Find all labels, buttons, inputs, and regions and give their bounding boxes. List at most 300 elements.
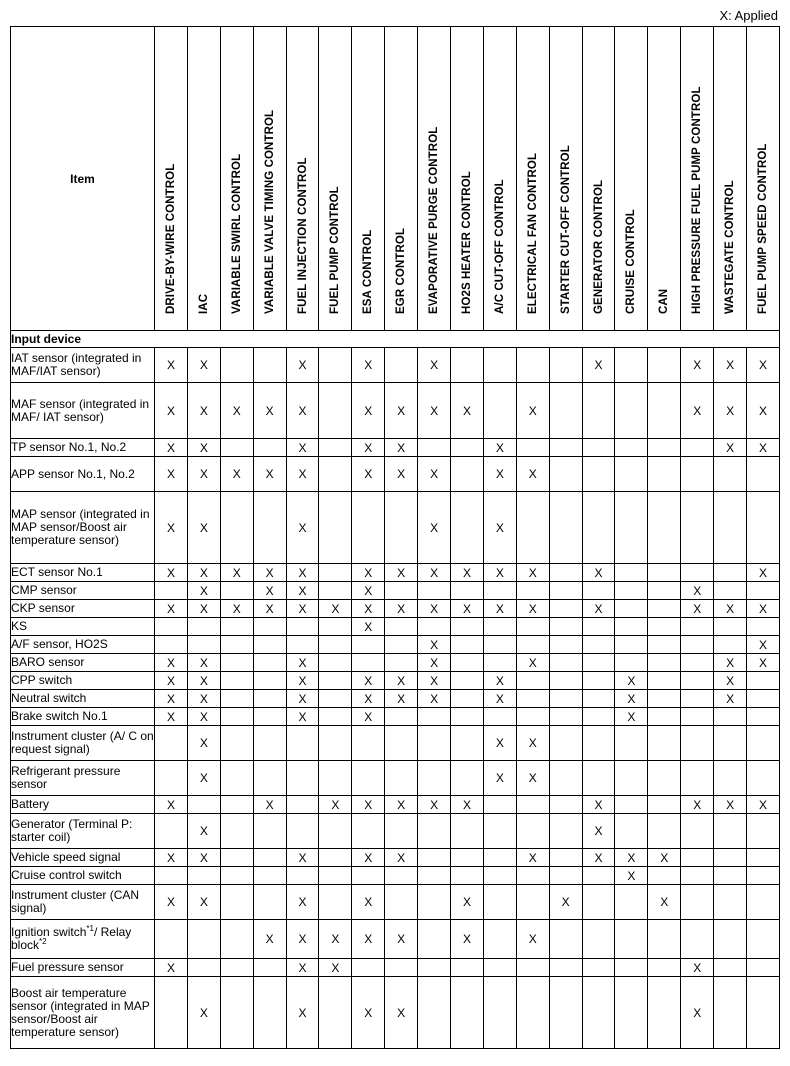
table-row xyxy=(11,690,780,708)
row-label: CMP sensor xyxy=(11,582,155,600)
applied-mark: X xyxy=(155,690,188,708)
table-row xyxy=(11,920,780,959)
empty-cell xyxy=(615,383,648,439)
empty-cell xyxy=(582,977,615,1049)
applied-mark: X xyxy=(648,885,681,920)
applied-mark: X xyxy=(352,885,385,920)
column-header xyxy=(385,27,418,331)
empty-cell xyxy=(648,564,681,582)
empty-cell xyxy=(648,726,681,761)
empty-cell xyxy=(582,885,615,920)
empty-cell xyxy=(483,796,516,814)
table-row xyxy=(11,814,780,849)
column-header xyxy=(418,27,451,331)
empty-cell xyxy=(220,654,253,672)
applied-mark: X xyxy=(418,636,451,654)
empty-cell xyxy=(681,867,714,885)
empty-cell xyxy=(319,761,352,796)
empty-cell xyxy=(582,654,615,672)
empty-cell xyxy=(747,849,780,867)
applied-mark: X xyxy=(286,672,319,690)
empty-cell xyxy=(549,849,582,867)
empty-cell xyxy=(451,492,484,564)
empty-cell xyxy=(648,457,681,492)
empty-cell xyxy=(582,959,615,977)
table-row xyxy=(11,348,780,383)
applied-mark: X xyxy=(352,582,385,600)
empty-cell xyxy=(451,348,484,383)
column-header xyxy=(549,27,582,331)
column-header-label: FUEL INJECTION CONTROL xyxy=(296,157,309,314)
empty-cell xyxy=(615,457,648,492)
applied-mark: X xyxy=(451,920,484,959)
applied-mark: X xyxy=(418,457,451,492)
empty-cell xyxy=(549,439,582,457)
empty-cell xyxy=(648,761,681,796)
table-row xyxy=(11,600,780,618)
row-label: Instrument cluster (CAN signal) xyxy=(11,885,155,920)
empty-cell xyxy=(385,867,418,885)
empty-cell xyxy=(615,564,648,582)
column-header xyxy=(483,27,516,331)
table-row xyxy=(11,636,780,654)
empty-cell xyxy=(253,654,286,672)
empty-cell xyxy=(155,920,188,959)
applied-mark: X xyxy=(747,796,780,814)
applied-mark: X xyxy=(352,564,385,582)
row-label: ECT sensor No.1 xyxy=(11,564,155,582)
empty-cell xyxy=(418,885,451,920)
applied-mark: X xyxy=(483,672,516,690)
empty-cell xyxy=(714,636,747,654)
empty-cell xyxy=(681,920,714,959)
empty-cell xyxy=(418,761,451,796)
empty-cell xyxy=(220,761,253,796)
table-row xyxy=(11,761,780,796)
row-label: Refrigerant pressure sensor xyxy=(11,761,155,796)
empty-cell xyxy=(747,690,780,708)
table-row xyxy=(11,383,780,439)
applied-mark: X xyxy=(451,383,484,439)
empty-cell xyxy=(549,492,582,564)
empty-cell xyxy=(220,849,253,867)
applied-mark: X xyxy=(516,761,549,796)
applied-mark: X xyxy=(516,383,549,439)
empty-cell xyxy=(615,796,648,814)
row-label: Brake switch No.1 xyxy=(11,708,155,726)
applied-mark: X xyxy=(516,849,549,867)
empty-cell xyxy=(681,672,714,690)
column-header xyxy=(286,27,319,331)
applied-mark: X xyxy=(352,920,385,959)
column-header-label: VARIABLE SWIRL CONTROL xyxy=(230,153,243,314)
empty-cell xyxy=(483,920,516,959)
column-header-label: DRIVE-BY-WIRE CONTROL xyxy=(164,163,177,314)
empty-cell xyxy=(418,867,451,885)
applied-mark: X xyxy=(714,672,747,690)
empty-cell xyxy=(319,582,352,600)
empty-cell xyxy=(549,348,582,383)
empty-cell xyxy=(549,977,582,1049)
empty-cell xyxy=(286,814,319,849)
empty-cell xyxy=(582,457,615,492)
empty-cell xyxy=(483,959,516,977)
applied-mark: X xyxy=(516,600,549,618)
applied-mark: X xyxy=(187,582,220,600)
empty-cell xyxy=(451,690,484,708)
applied-mark: X xyxy=(582,796,615,814)
applied-mark: X xyxy=(385,977,418,1049)
empty-cell xyxy=(220,618,253,636)
empty-cell xyxy=(516,867,549,885)
applied-mark: X xyxy=(483,492,516,564)
empty-cell xyxy=(319,383,352,439)
empty-cell xyxy=(516,885,549,920)
empty-cell xyxy=(319,672,352,690)
empty-cell xyxy=(549,867,582,885)
empty-cell xyxy=(385,348,418,383)
legend-applied: X: Applied xyxy=(719,8,778,23)
applied-mark: X xyxy=(418,564,451,582)
applied-mark: X xyxy=(483,564,516,582)
applied-mark: X xyxy=(418,492,451,564)
empty-cell xyxy=(615,492,648,564)
applied-mark: X xyxy=(352,600,385,618)
empty-cell xyxy=(681,690,714,708)
empty-cell xyxy=(319,348,352,383)
empty-cell xyxy=(714,726,747,761)
input-device-table xyxy=(10,26,780,1049)
empty-cell xyxy=(418,618,451,636)
column-header xyxy=(681,27,714,331)
empty-cell xyxy=(352,636,385,654)
empty-cell xyxy=(483,867,516,885)
empty-cell xyxy=(286,636,319,654)
applied-mark: X xyxy=(418,672,451,690)
empty-cell xyxy=(385,959,418,977)
empty-cell xyxy=(648,959,681,977)
applied-mark: X xyxy=(155,654,188,672)
column-header xyxy=(714,27,747,331)
empty-cell xyxy=(648,439,681,457)
table-row xyxy=(11,439,780,457)
applied-mark: X xyxy=(187,457,220,492)
applied-mark: X xyxy=(286,654,319,672)
empty-cell xyxy=(714,814,747,849)
row-label: TP sensor No.1, No.2 xyxy=(11,439,155,457)
applied-mark: X xyxy=(681,796,714,814)
empty-cell xyxy=(385,654,418,672)
empty-cell xyxy=(648,814,681,849)
empty-cell xyxy=(319,708,352,726)
empty-cell xyxy=(286,867,319,885)
item-column-header: Item xyxy=(11,27,155,331)
table-row xyxy=(11,959,780,977)
row-label: Ignition switch$^{*1}$/ Relay block$^{*2}$ xyxy=(11,920,155,959)
applied-mark: X xyxy=(253,600,286,618)
section-label: Input device xyxy=(11,331,780,348)
empty-cell xyxy=(681,492,714,564)
applied-mark: X xyxy=(286,600,319,618)
empty-cell xyxy=(615,885,648,920)
applied-mark: X xyxy=(483,726,516,761)
empty-cell xyxy=(319,726,352,761)
column-header xyxy=(747,27,780,331)
empty-cell xyxy=(220,690,253,708)
applied-mark: X xyxy=(418,600,451,618)
empty-cell xyxy=(385,582,418,600)
empty-cell xyxy=(451,726,484,761)
empty-cell xyxy=(253,636,286,654)
empty-cell xyxy=(451,959,484,977)
empty-cell xyxy=(582,492,615,564)
applied-mark: X xyxy=(385,920,418,959)
applied-mark: X xyxy=(582,564,615,582)
applied-mark: X xyxy=(319,796,352,814)
applied-mark: X xyxy=(451,600,484,618)
empty-cell xyxy=(483,383,516,439)
empty-cell xyxy=(418,849,451,867)
empty-cell xyxy=(220,492,253,564)
empty-cell xyxy=(155,618,188,636)
empty-cell xyxy=(220,885,253,920)
empty-cell xyxy=(681,726,714,761)
empty-cell xyxy=(319,849,352,867)
empty-cell xyxy=(549,690,582,708)
empty-cell xyxy=(516,636,549,654)
column-header-label: EGR CONTROL xyxy=(395,227,408,314)
applied-mark: X xyxy=(418,348,451,383)
empty-cell xyxy=(714,920,747,959)
applied-mark: X xyxy=(352,383,385,439)
empty-cell xyxy=(681,708,714,726)
empty-cell xyxy=(615,814,648,849)
applied-mark: X xyxy=(747,654,780,672)
empty-cell xyxy=(220,977,253,1049)
empty-cell xyxy=(714,849,747,867)
applied-mark: X xyxy=(286,690,319,708)
empty-cell xyxy=(615,582,648,600)
empty-cell xyxy=(615,636,648,654)
row-label: KS xyxy=(11,618,155,636)
applied-mark: X xyxy=(747,600,780,618)
empty-cell xyxy=(516,348,549,383)
empty-cell xyxy=(648,600,681,618)
empty-cell xyxy=(615,348,648,383)
empty-cell xyxy=(483,814,516,849)
empty-cell xyxy=(681,636,714,654)
empty-cell xyxy=(549,564,582,582)
column-header xyxy=(155,27,188,331)
table-row xyxy=(11,708,780,726)
empty-cell xyxy=(648,920,681,959)
empty-cell xyxy=(220,959,253,977)
applied-mark: X xyxy=(714,348,747,383)
empty-cell xyxy=(714,618,747,636)
empty-cell xyxy=(385,492,418,564)
empty-cell xyxy=(451,977,484,1049)
row-label: APP sensor No.1, No.2 xyxy=(11,457,155,492)
applied-mark: X xyxy=(385,439,418,457)
applied-mark: X xyxy=(516,564,549,582)
column-header-label: CRUISE CONTROL xyxy=(625,209,638,314)
applied-mark: X xyxy=(155,439,188,457)
applied-mark: X xyxy=(418,796,451,814)
applied-mark: X xyxy=(615,867,648,885)
applied-mark: X xyxy=(483,690,516,708)
applied-mark: X xyxy=(385,849,418,867)
empty-cell xyxy=(319,492,352,564)
table-row xyxy=(11,618,780,636)
applied-mark: X xyxy=(155,672,188,690)
empty-cell xyxy=(253,867,286,885)
empty-cell xyxy=(155,636,188,654)
empty-cell xyxy=(615,920,648,959)
empty-cell xyxy=(714,959,747,977)
applied-mark: X xyxy=(582,814,615,849)
empty-cell xyxy=(352,726,385,761)
applied-mark: X xyxy=(385,383,418,439)
row-label: Vehicle speed signal xyxy=(11,849,155,867)
applied-mark: X xyxy=(253,383,286,439)
applied-mark: X xyxy=(220,564,253,582)
empty-cell xyxy=(747,977,780,1049)
applied-mark: X xyxy=(352,618,385,636)
applied-mark: X xyxy=(516,726,549,761)
applied-mark: X xyxy=(352,439,385,457)
empty-cell xyxy=(352,654,385,672)
empty-cell xyxy=(714,582,747,600)
applied-mark: X xyxy=(286,977,319,1049)
empty-cell xyxy=(352,761,385,796)
empty-cell xyxy=(319,457,352,492)
applied-mark: X xyxy=(253,796,286,814)
applied-mark: X xyxy=(582,849,615,867)
applied-mark: X xyxy=(187,761,220,796)
empty-cell xyxy=(681,439,714,457)
applied-mark: X xyxy=(187,977,220,1049)
empty-cell xyxy=(516,439,549,457)
empty-cell xyxy=(253,726,286,761)
empty-cell xyxy=(549,582,582,600)
empty-cell xyxy=(483,618,516,636)
applied-mark: X xyxy=(155,383,188,439)
applied-mark: X xyxy=(516,457,549,492)
empty-cell xyxy=(253,849,286,867)
empty-cell xyxy=(483,654,516,672)
empty-cell xyxy=(253,492,286,564)
empty-cell xyxy=(582,708,615,726)
empty-cell xyxy=(286,618,319,636)
empty-cell xyxy=(516,814,549,849)
empty-cell xyxy=(615,618,648,636)
empty-cell xyxy=(648,977,681,1049)
empty-cell xyxy=(714,492,747,564)
empty-cell xyxy=(615,600,648,618)
table-row xyxy=(11,582,780,600)
applied-mark: X xyxy=(483,761,516,796)
empty-cell xyxy=(253,814,286,849)
applied-mark: X xyxy=(286,383,319,439)
applied-mark: X xyxy=(286,439,319,457)
empty-cell xyxy=(747,708,780,726)
column-header xyxy=(582,27,615,331)
applied-mark: X xyxy=(155,708,188,726)
empty-cell xyxy=(418,814,451,849)
empty-cell xyxy=(549,796,582,814)
applied-mark: X xyxy=(286,348,319,383)
empty-cell xyxy=(451,457,484,492)
applied-mark: X xyxy=(681,977,714,1049)
applied-mark: X xyxy=(155,849,188,867)
applied-mark: X xyxy=(681,600,714,618)
column-header-label: A/C CUT-OFF CONTROL xyxy=(493,179,506,314)
empty-cell xyxy=(319,439,352,457)
applied-mark: X xyxy=(747,348,780,383)
empty-cell xyxy=(549,959,582,977)
applied-mark: X xyxy=(155,564,188,582)
empty-cell xyxy=(516,690,549,708)
empty-cell xyxy=(451,814,484,849)
applied-mark: X xyxy=(681,348,714,383)
empty-cell xyxy=(516,959,549,977)
column-header-label: GENERATOR CONTROL xyxy=(592,179,605,314)
empty-cell xyxy=(747,867,780,885)
empty-cell xyxy=(681,761,714,796)
empty-cell xyxy=(681,457,714,492)
row-label: Neutral switch xyxy=(11,690,155,708)
table-row xyxy=(11,977,780,1049)
empty-cell xyxy=(648,348,681,383)
empty-cell xyxy=(549,726,582,761)
empty-cell xyxy=(187,618,220,636)
empty-cell xyxy=(714,457,747,492)
empty-cell xyxy=(549,761,582,796)
empty-cell xyxy=(220,920,253,959)
empty-cell xyxy=(582,690,615,708)
empty-cell xyxy=(418,920,451,959)
empty-cell xyxy=(385,761,418,796)
table-row xyxy=(11,726,780,761)
empty-cell xyxy=(582,761,615,796)
empty-cell xyxy=(747,726,780,761)
applied-mark: X xyxy=(648,849,681,867)
empty-cell xyxy=(549,814,582,849)
empty-cell xyxy=(681,885,714,920)
empty-cell xyxy=(418,726,451,761)
empty-cell xyxy=(582,920,615,959)
applied-mark: X xyxy=(747,564,780,582)
empty-cell xyxy=(714,761,747,796)
empty-cell xyxy=(549,654,582,672)
empty-cell xyxy=(549,672,582,690)
empty-cell xyxy=(681,814,714,849)
empty-cell xyxy=(549,600,582,618)
empty-cell xyxy=(582,582,615,600)
applied-mark: X xyxy=(155,492,188,564)
empty-cell xyxy=(286,726,319,761)
empty-cell xyxy=(648,796,681,814)
applied-mark: X xyxy=(286,849,319,867)
column-header-label: IAC xyxy=(197,293,210,314)
empty-cell xyxy=(615,439,648,457)
applied-mark: X xyxy=(187,885,220,920)
applied-mark: X xyxy=(253,920,286,959)
empty-cell xyxy=(253,672,286,690)
applied-mark: X xyxy=(483,457,516,492)
applied-mark: X xyxy=(418,690,451,708)
applied-mark: X xyxy=(747,383,780,439)
